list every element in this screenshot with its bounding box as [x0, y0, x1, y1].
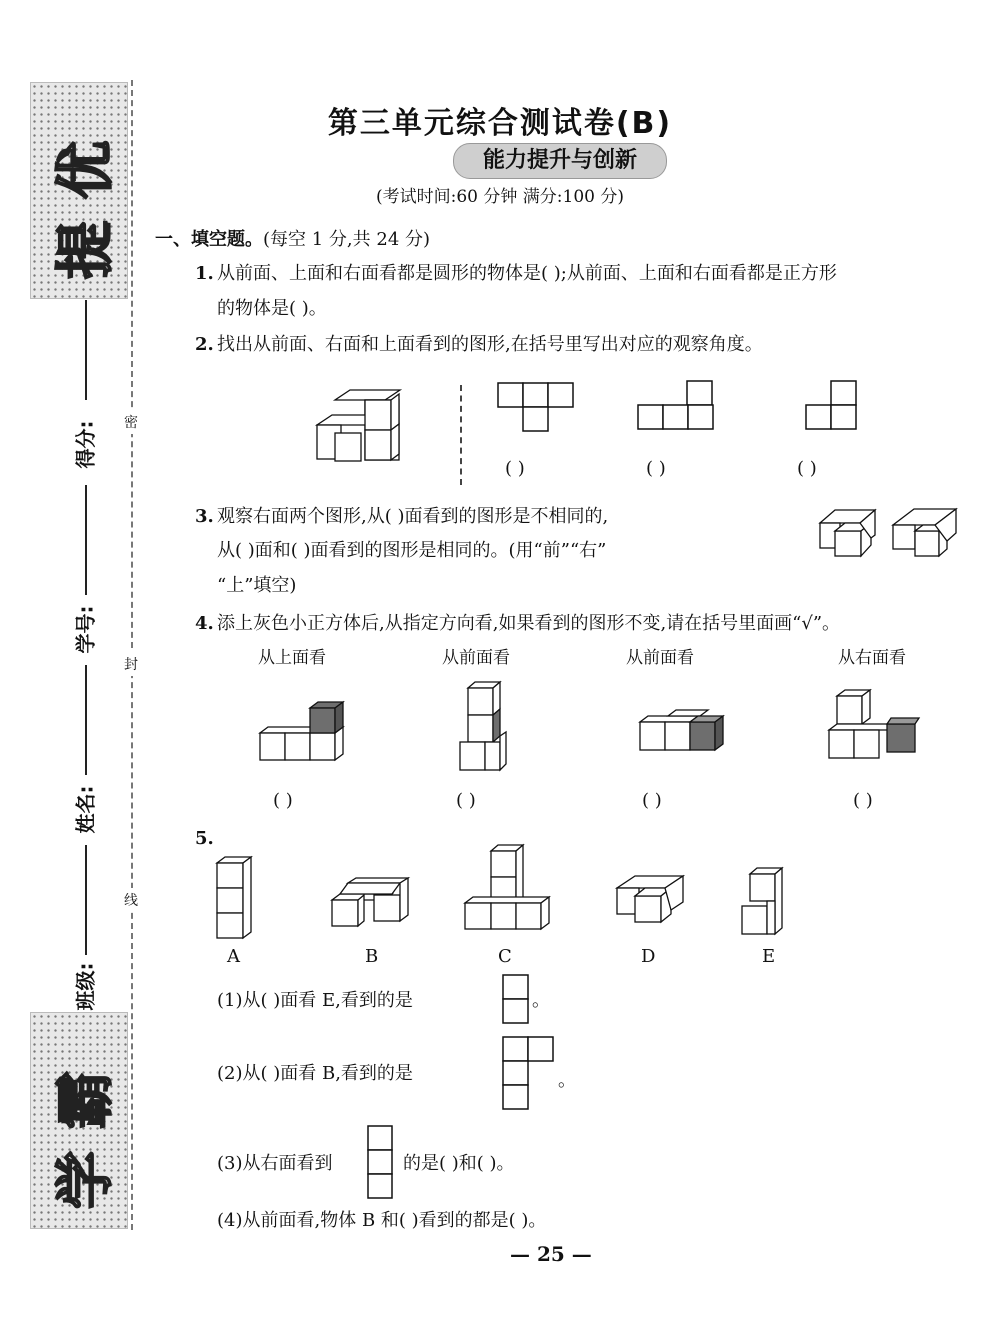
q2-view-2	[637, 380, 717, 430]
q3-line3: “上”填空)	[217, 575, 297, 596]
field-line-1	[85, 300, 87, 400]
q1-line2: 的物体是( )。	[217, 298, 327, 319]
bottom-decor-char-1: 学	[51, 1150, 120, 1210]
section1-note: (每空 1 分,共 24 分)	[263, 229, 431, 250]
q4-blank-4[interactable]: ( )	[853, 790, 873, 811]
q5-label-c: C	[498, 946, 512, 967]
q4-blank-1[interactable]: ( )	[273, 790, 293, 811]
subtitle-badge: 能力提升与创新	[453, 143, 667, 179]
q3-line1: 观察右面两个图形,从( )面看到的图形是不相同的,	[217, 506, 609, 527]
q3-figure-right	[890, 505, 962, 560]
q4-number: 4.	[195, 613, 214, 634]
q5-number: 5.	[195, 828, 214, 849]
q5-sub4-text: (4)从前面看,物体 B 和( )看到的都是( )。	[217, 1210, 547, 1231]
q5-figure-c	[463, 845, 553, 930]
top-decor-char-2: 优	[51, 140, 120, 200]
field-line-4	[85, 845, 87, 955]
bottom-decor-panel	[30, 1012, 128, 1229]
section1-heading	[155, 229, 430, 251]
field-line-3	[85, 665, 87, 775]
page-title: 第三单元综合测试卷(B)	[327, 106, 673, 141]
q3-number: 3.	[195, 506, 214, 527]
q4-blank-2[interactable]: ( )	[456, 790, 476, 811]
q5-figure-d	[615, 874, 690, 929]
q4-view-label-4: 从右面看	[838, 648, 906, 668]
seal-mark-feng: 封	[124, 652, 138, 676]
q2-view-3	[805, 380, 865, 430]
q4-figure-1	[258, 700, 348, 762]
q2-solid-figure	[310, 395, 410, 465]
q4-figure-3	[638, 708, 728, 753]
q4-view-label-3: 从前面看	[626, 648, 694, 668]
q2-view-1	[497, 382, 577, 432]
top-decor-char-1: 提	[51, 220, 120, 280]
q2-text: 找出从前面、右面和上面看到的图形,在括号里写出对应的观察角度。	[217, 334, 763, 355]
q3-figure-left	[817, 505, 882, 560]
q5-sub3-rest: 的是( )和( )。	[403, 1153, 515, 1174]
q5-sub2-end: 。	[558, 1070, 576, 1091]
q5-label-b: B	[365, 946, 379, 967]
q2-blank-2[interactable]: ( )	[646, 458, 666, 479]
q4-view-label-1: 从上面看	[258, 648, 326, 668]
q5-figure-e	[740, 866, 790, 938]
q2-number: 2.	[195, 334, 214, 355]
q4-figure-2	[458, 680, 518, 775]
q2-blank-3[interactable]: ( )	[797, 458, 817, 479]
q5-sub2-view	[502, 1036, 557, 1111]
q5-sub3-view	[367, 1125, 397, 1200]
q5-label-a: A	[227, 946, 240, 967]
bottom-decor-char-2: 霸	[51, 1070, 120, 1130]
q5-label-d: D	[641, 946, 656, 967]
seal-mark-mi: 密	[124, 410, 138, 434]
student-id-label: 学号:	[73, 605, 98, 654]
score-label: 得分:	[73, 420, 98, 469]
q5-figure-a	[215, 855, 255, 940]
q4-view-label-2: 从前面看	[442, 648, 510, 668]
seal-mark-xian: 线	[124, 888, 138, 912]
q1-number: 1.	[195, 263, 214, 284]
q1-line1: 从前面、上面和右面看都是圆形的物体是( );从前面、上面和右面看都是正方形	[217, 263, 837, 284]
name-label: 姓名:	[73, 785, 98, 834]
q5-label-e: E	[762, 946, 776, 967]
class-label: 班级:	[73, 962, 98, 1011]
q5-figure-b	[330, 878, 415, 933]
section1-title: 一、填空题。	[155, 229, 263, 250]
q5-sub2-text: (2)从( )面看 B,看到的是	[217, 1063, 413, 1084]
q5-sub1-end: 。	[532, 990, 550, 1011]
q2-divider	[460, 385, 462, 485]
q4-figure-4	[827, 688, 922, 760]
q5-sub1-text: (1)从( )面看 E,看到的是	[217, 990, 413, 1011]
q3-line2: 从( )面和( )面看到的图形是相同的。(用“前”“右”	[217, 540, 607, 561]
exam-info: (考试时间:60 分钟 满分:100 分)	[375, 187, 624, 207]
page-number: — 25 —	[510, 1242, 592, 1266]
q5-sub1-view	[502, 974, 532, 1024]
q4-text: 添上灰色小正方体后,从指定方向看,如果看到的图形不变,请在括号里面画“√”。	[217, 613, 841, 634]
field-line-2	[85, 485, 87, 595]
q2-blank-1[interactable]: ( )	[505, 458, 525, 479]
q5-sub3-text: (3)从右面看到	[217, 1153, 333, 1174]
q4-blank-3[interactable]: ( )	[642, 790, 662, 811]
